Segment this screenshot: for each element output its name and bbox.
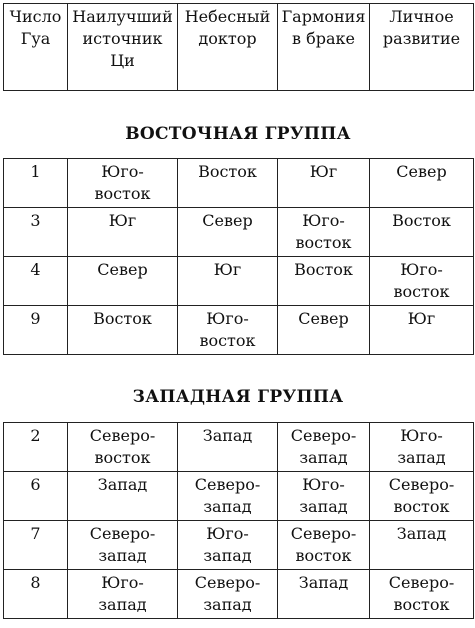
gua-number-cell: 1 <box>4 159 68 208</box>
east-group-heading: ВОСТОЧНАЯ ГРУППА <box>125 124 351 144</box>
table-row <box>4 423 474 472</box>
gua-number-cell: 8 <box>4 570 68 619</box>
table-row <box>4 570 474 619</box>
heavenly-doctor-cell: Юго- восток <box>178 306 278 355</box>
best-qi-source-cell: Юг <box>68 208 178 257</box>
best-qi-source-cell: Север <box>68 257 178 306</box>
marriage-harmony-cell: Юго- запад <box>278 472 370 521</box>
heavenly-doctor-cell: Юго- запад <box>178 521 278 570</box>
heavenly-doctor-cell: Северо- запад <box>178 570 278 619</box>
best-qi-source-cell: Северо- восток <box>68 423 178 472</box>
personal-development-cell: Запад <box>370 521 474 570</box>
heavenly-doctor-cell: Запад <box>178 423 278 472</box>
marriage-harmony-cell: Запад <box>278 570 370 619</box>
personal-development-cell: Юг <box>370 306 474 355</box>
best-qi-source-cell: Юго- запад <box>68 570 178 619</box>
table-row <box>4 159 474 208</box>
personal-development-cell: Север <box>370 159 474 208</box>
personal-development-cell: Северо- восток <box>370 472 474 521</box>
marriage-harmony-cell: Северо- восток <box>278 521 370 570</box>
heavenly-doctor-cell: Юг <box>178 257 278 306</box>
gua-number-cell: 7 <box>4 521 68 570</box>
header-cell-marriage-harmony: Гармония в браке <box>278 4 370 91</box>
table-row <box>4 472 474 521</box>
table-row <box>4 306 474 355</box>
personal-development-cell: Юго- восток <box>370 257 474 306</box>
west-group-heading: ЗАПАДНАЯ ГРУППА <box>132 387 344 407</box>
best-qi-source-cell: Юго- восток <box>68 159 178 208</box>
header-cell-gua-number: Число Гуа <box>4 4 68 91</box>
personal-development-cell: Юго- запад <box>370 423 474 472</box>
gua-number-cell: 6 <box>4 472 68 521</box>
gua-number-cell: 3 <box>4 208 68 257</box>
east-group-table <box>3 158 474 355</box>
header-cell-heavenly-doctor: Небесный доктор <box>178 4 278 91</box>
table-row <box>4 521 474 570</box>
personal-development-cell: Восток <box>370 208 474 257</box>
table-row <box>4 257 474 306</box>
best-qi-source-cell: Северо- запад <box>68 521 178 570</box>
best-qi-source-cell: Запад <box>68 472 178 521</box>
west-group-table <box>3 422 474 619</box>
marriage-harmony-cell: Север <box>278 306 370 355</box>
heavenly-doctor-cell: Север <box>178 208 278 257</box>
gua-number-cell: 2 <box>4 423 68 472</box>
header-cell-best-qi-source: Наилучший источник Ци <box>68 4 178 91</box>
heavenly-doctor-cell: Восток <box>178 159 278 208</box>
personal-development-cell: Северо- восток <box>370 570 474 619</box>
gua-number-cell: 9 <box>4 306 68 355</box>
marriage-harmony-cell: Северо- запад <box>278 423 370 472</box>
header-row <box>4 4 474 91</box>
marriage-harmony-cell: Восток <box>278 257 370 306</box>
best-qi-source-cell: Восток <box>68 306 178 355</box>
heavenly-doctor-cell: Северо- запад <box>178 472 278 521</box>
header-cell-personal-development: Личное развитие <box>370 4 474 91</box>
table-row <box>4 208 474 257</box>
gua-number-cell: 4 <box>4 257 68 306</box>
marriage-harmony-cell: Юг <box>278 159 370 208</box>
marriage-harmony-cell: Юго- восток <box>278 208 370 257</box>
header-table <box>3 3 474 91</box>
